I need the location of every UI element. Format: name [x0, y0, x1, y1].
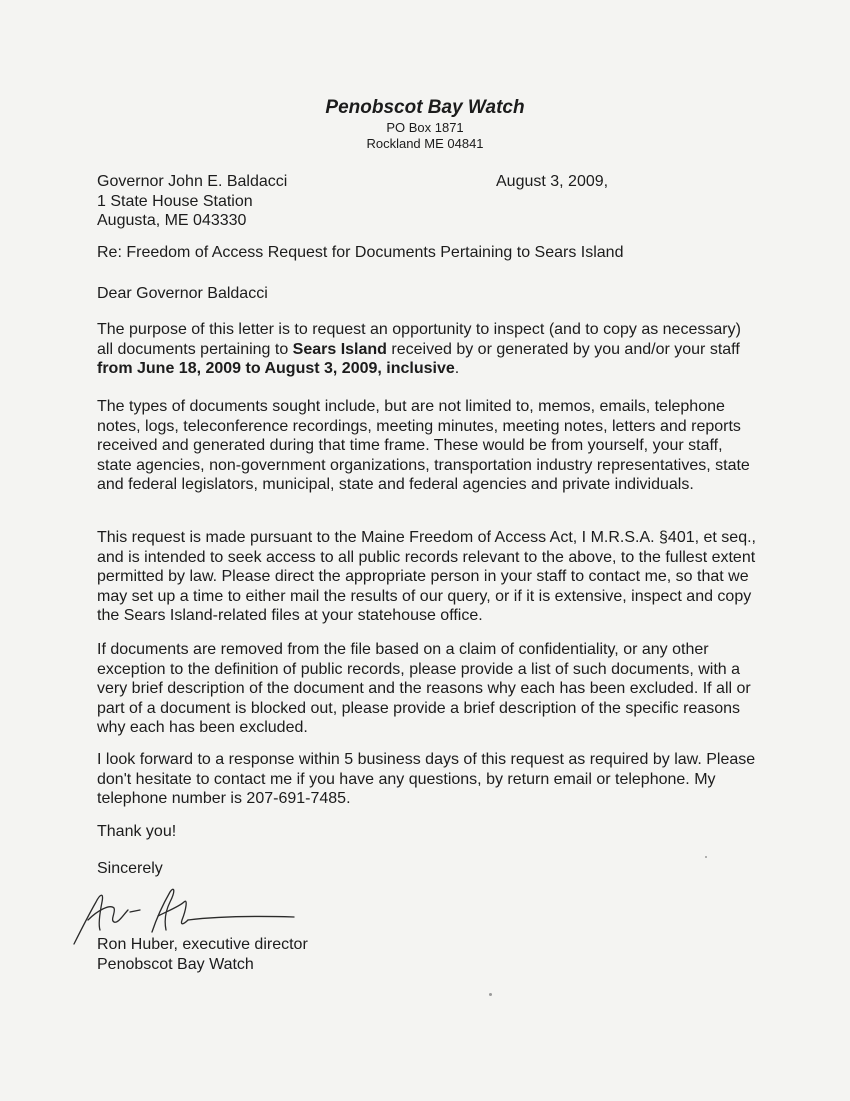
paper-speck — [489, 993, 492, 996]
paragraph-response — [97, 750, 757, 809]
signer-block — [97, 935, 757, 974]
organization-name: Penobscot Bay Watch — [325, 97, 525, 118]
subject-text: Re: Freedom of Access Request for Documents Pertaining to Sears Island — [97, 244, 624, 261]
subject-line — [97, 243, 757, 263]
city-line: Rockland ME 04841 — [366, 136, 484, 151]
p1-part2: received by or generated by you and/or your staff — [386, 340, 740, 358]
po-box: PO Box 1871 — [386, 120, 464, 135]
p1-bold-date-range: from June 18, 2009 to August 3, 2009, inclusive — [97, 360, 455, 378]
signer-name-title: Ron Huber, executive director — [97, 936, 308, 953]
paragraph-purpose — [97, 320, 757, 379]
paragraph-confidentiality-text: If documents are removed from the file based on a claim of confidentiality, or any other exception to the definition of public records, please provide a list of such documents, with a very brief description of the document and the reasons why each has been excluded. If all or part of a document is blocked out, please provide a brief description of the specific reasons why each has been excluded. — [97, 641, 751, 737]
letterhead — [0, 96, 850, 152]
paragraph-confidentiality — [97, 640, 757, 738]
p1-part1: The purpose of this letter is to request an opportunity to inspect (and to copy as necessary) all documents pertaining to — [97, 321, 741, 358]
p1-bold-sears-island: Sears Island — [292, 340, 387, 358]
paragraph-purpose-text — [97, 320, 757, 379]
closing-text: Sincerely — [97, 860, 163, 877]
salutation — [97, 284, 757, 304]
paragraph-legal-basis — [97, 528, 757, 626]
thanks-line — [97, 822, 757, 842]
recipient-line-3: Augusta, ME 043330 — [97, 212, 247, 229]
paragraph-legal-basis-text: This request is made pursuant to the Maine Freedom of Access Act, I M.R.S.A. §401, et seq., and is intended to seek access to all public records relevant to the above, to the fullest extent permitted by law. Please direct the appropriate person in your staff to contact me, so that we may set up a time to either mail the results of our query, or if it is extensive, inspect and copy the Sears Island-related files at your statehouse office. — [97, 529, 756, 625]
paragraph-response-text: I look forward to a response within 5 business days of this request as required by law. Please don't hesitate to contact me if you have any questions, by return email or telephone. My telephone number is 207-691-7485. — [97, 751, 756, 808]
recipient-line-1: Governor John E. Baldacci — [97, 173, 288, 190]
salutation-text: Dear Governor Baldacci — [97, 285, 268, 302]
p1-part3: . — [454, 360, 460, 378]
closing-line — [97, 859, 757, 879]
signer-organization: Penobscot Bay Watch — [97, 955, 254, 973]
recipient-address — [97, 172, 287, 231]
letter-date: August 3, 2009, — [496, 173, 609, 190]
recipient-line-2: 1 State House Station — [97, 192, 253, 210]
thanks-text: Thank you! — [97, 823, 177, 840]
paragraph-document-types-text: The types of documents sought include, but are not limited to, memos, emails, telephone notes, logs, teleconference recordings, meeting minutes, meeting notes, letters and reports received and generated during that time frame. These would be from yourself, your staff, state agencies, non-government organizations, transportation industry representatives, state and federal legislators, municipal, state and federal agencies and private individuals. — [97, 398, 750, 494]
paper-speck — [705, 856, 707, 858]
paragraph-document-types — [97, 397, 757, 495]
